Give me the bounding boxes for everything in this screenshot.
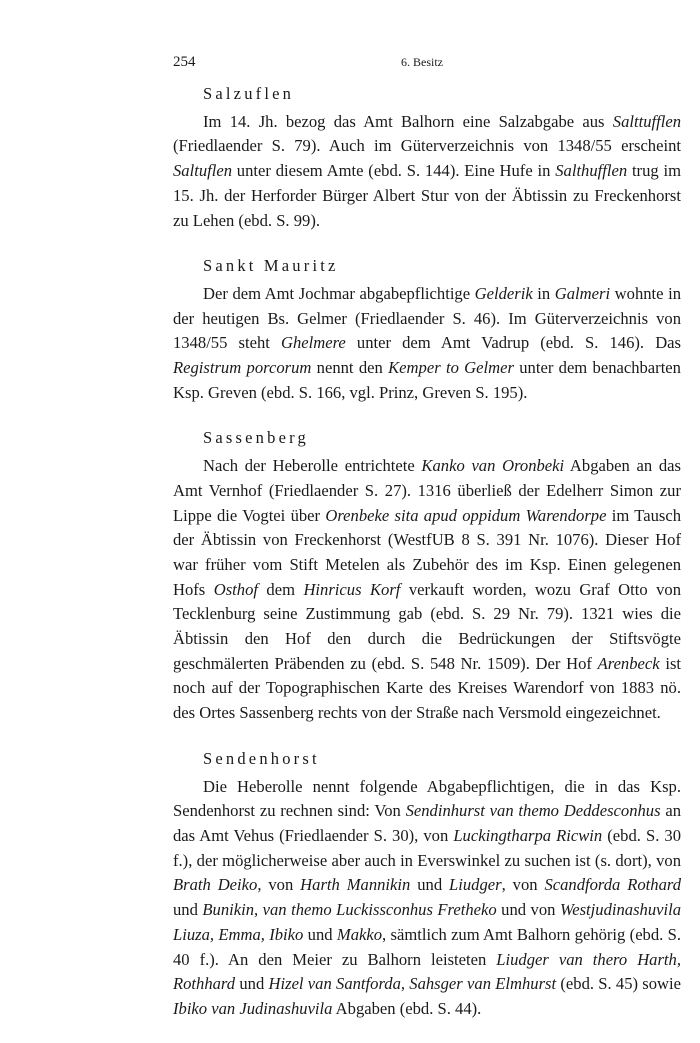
italic-name: Salthufflen: [555, 161, 628, 181]
italic-name: Salttufflen: [612, 111, 681, 131]
italic-name: Luckingtharpa Ricwin: [453, 825, 603, 845]
italic-name: Westjudinashuvila Liuza, Emma, Ibiko: [173, 900, 682, 944]
text-run: nennt den: [311, 358, 389, 378]
text-run: und: [303, 924, 337, 944]
text-run: Im 14. Jh. bezog das Amt Balhorn eine Salzabgabe aus: [203, 111, 613, 131]
italic-name: Sendinhurst van themo Deddesconhus: [405, 801, 661, 821]
italic-name: Hizel van Santforda, Sahsger van Elmhurst: [268, 974, 557, 994]
text-run: an das Amt Vehus (Friedlaender S. 30), von: [173, 801, 682, 845]
text-run: (ebd. S. 45) sowie: [556, 974, 682, 994]
text-run: Der dem Amt Jochmar abgabepflichtige: [203, 283, 475, 303]
italic-name: Harth Mannikin: [300, 875, 411, 895]
italic-name: Kemper to Gelmer: [388, 358, 514, 378]
text-run: Die Heberolle nennt folgende Abgabepflichtigen, die in das Ksp. Sendenhorst zu rechnen sind: Von: [173, 776, 681, 821]
running-header: [173, 40, 681, 82]
text-run: Abgaben an das Amt Vernhof (Friedlaender S. 27). 1316 überließ der Edelherr Simon zur Lippe die Vogtei über: [173, 456, 682, 525]
text-run: dem: [257, 579, 304, 599]
chapter-title: 6. Besitz: [401, 55, 443, 69]
text-run: und: [410, 875, 450, 895]
page-number: 254: [173, 54, 196, 70]
italic-name: Bunikin, van themo Luckissconhus Fretheko: [202, 900, 497, 920]
section-heading: Sendenhorst: [203, 748, 320, 768]
italic-name: Ibiko van Judinashuvila: [173, 998, 333, 1018]
section-paragraph: [173, 454, 681, 726]
text-run: Abgaben (ebd. S. 44).: [332, 998, 482, 1018]
italic-name: Osthof: [213, 579, 258, 599]
section-paragraph: [173, 110, 681, 234]
section-paragraph: [173, 282, 681, 406]
section-heading: Salzuflen: [203, 84, 295, 103]
italic-name: Ghelmere: [280, 333, 346, 353]
section-heading: Sankt Mauritz: [203, 256, 339, 276]
text-run: und: [235, 974, 269, 994]
text-run: im Tausch der Äbtissin von Freckenhorst (WestfUB 8 S. 391 Nr. 1076). Dieser Hof war früher vom Stift Metelen als Zubehör des im Ksp. Einen gelegenen Hofs: [173, 505, 681, 599]
text-run: in: [532, 283, 555, 303]
book-page: [173, 40, 681, 1043]
section: [173, 254, 681, 405]
italic-name: Hinricus Korf: [303, 579, 401, 599]
section-heading: Sassenberg: [203, 428, 309, 448]
text-run: unter dem benachbarten Ksp. Greven (ebd. S. 166, vgl. Prinz, Greven S. 195).: [173, 358, 681, 402]
section-paragraph: [173, 775, 681, 1022]
text-run: und von: [496, 900, 560, 920]
italic-name: Liudger van thero Harth, Rothhard: [173, 949, 681, 994]
text-run: Nach der Heberolle entrichtete: [203, 456, 422, 476]
italic-name: Liudger: [449, 875, 502, 895]
italic-name: Saltuflen: [173, 161, 232, 181]
italic-name: Gelderik: [474, 283, 533, 303]
italic-name: Brath Deiko: [173, 875, 258, 895]
italic-name: Arenbeck: [597, 653, 660, 673]
text-run: , von: [501, 875, 545, 895]
text-run: ist noch auf der Topographischen Karte des Kreises Warendorf von 1883 nö. des Ortes Sassenberg rechts von der Straße nach Versmold eingezeichnet.: [173, 653, 682, 723]
text-run: unter dem Amt Vadrup (ebd. S. 146). Das: [345, 333, 682, 353]
italic-name: Makko: [336, 924, 383, 944]
text-run: trug im 15. Jh. der Herforder Bürger Albert Stur von der Äbtissin zu Freckenhorst zu Lehen (ebd. S. 99).: [173, 161, 682, 230]
text-run: (ebd. S. 30 f.), der möglicherweise aber auch in Everswinkel zu suchen ist (s. dort), von: [173, 825, 681, 870]
italic-name: Orenbeke sita apud oppidum Warendorpe: [325, 505, 607, 525]
text-run: unter diesem Amte (ebd. S. 144). Eine Hufe in: [232, 161, 556, 181]
section: [173, 426, 681, 725]
section: [173, 747, 681, 1022]
text-run: verkauft worden, wozu Graf Otto von Tecklenburg seine Zustimmung gab (ebd. S. 29 Nr. 79). 1321 wies die Äbtissin den Hof den durch die Bedrückungen der Stiftsvögte geschmälerten Präbenden zu (ebd. S. 548 Nr. 1509). Der Hof: [173, 579, 681, 673]
text-run: und: [173, 900, 203, 920]
text-run: , sämtlich zum Amt Balhorn gehörig (ebd. S. 40 f.). An den Meier zu Balhorn leisteten: [173, 924, 682, 969]
section: [173, 82, 681, 233]
text-run: (Friedlaender S. 79). Auch im Güterverzeichnis von 1348/55 erscheint: [173, 136, 681, 156]
italic-name: Kanko van Oronbeki: [421, 456, 565, 476]
italic-name: Scandforda Rothard: [544, 875, 682, 895]
text-run: , von: [257, 875, 301, 895]
italic-name: Registrum porcorum: [173, 358, 312, 378]
text-run: wohnte in der heutigen Bs. Gelmer (Friedlaender S. 46). Im Güterverzeichnis von 1348/55 steht: [173, 283, 681, 353]
italic-name: Galmeri: [554, 283, 611, 303]
section-list: [173, 82, 681, 1022]
